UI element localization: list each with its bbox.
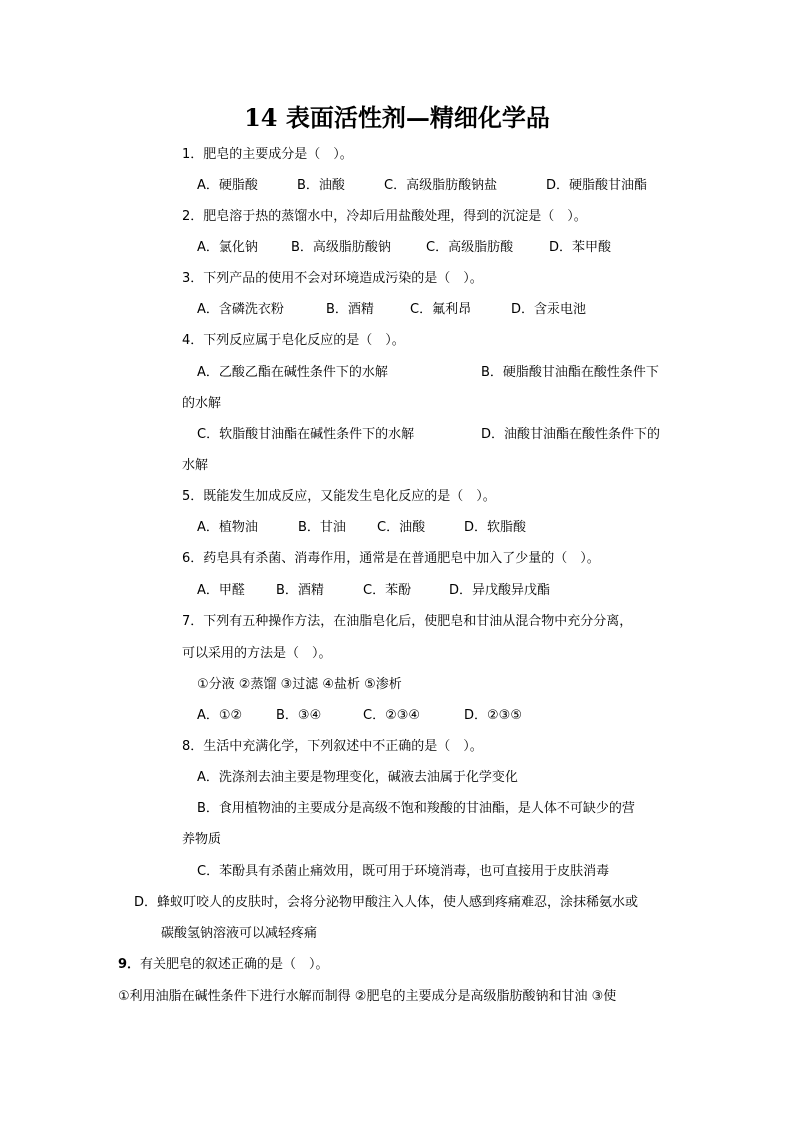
question-7-stem-continued: 可以采用的方法是（ ）。 (182, 646, 332, 661)
q6-option-b: B．酒精 (276, 583, 324, 598)
page-title: 14 表面活性剂—精细化学品 (244, 103, 550, 132)
q6-option-d: D．异戊酸异戊酯 (449, 583, 551, 598)
question-7-stem: 7．下列有五种操作方法，在油脂皂化后，使肥皂和甘油从混合物中充分分离， (182, 614, 633, 629)
q2-option-a: A．氯化钠 (197, 240, 258, 255)
q4-option-b: B．硬脂酸甘油酯在酸性条件下 (481, 365, 659, 380)
q3-option-a: A．含磷洗衣粉 (197, 302, 284, 317)
q8-option-d-continued: 碳酸氢钠溶液可以减轻疼痛 (161, 926, 318, 941)
q5-option-b: B．甘油 (298, 520, 346, 535)
q9-statements-line: ①利用油脂在碱性条件下进行水解而制得 ②肥皂的主要成分是高级脂肪酸钠和甘油 ③使 (118, 989, 617, 1004)
question-2-stem: 2．肥皂溶于热的蒸馏水中，冷却后用盐酸处理，得到的沉淀是（ ）。 (182, 209, 587, 224)
q5-option-d: D．软脂酸 (464, 520, 527, 535)
q4-option-a: A．乙酸乙酯在碱性条件下的水解 (197, 365, 388, 380)
question-3-stem: 3．下列产品的使用不会对环境造成污染的是（ ）。 (182, 271, 483, 286)
q8-option-b-continued: 养物质 (182, 832, 222, 847)
question-9-text: 有关肥皂的叙述正确的是（ ）。 (140, 957, 329, 972)
q4-option-b-continued: 的水解 (182, 396, 222, 411)
q8-option-d: D．蜂蚁叮咬人的皮肤时，会将分泌物甲酸注入人体，使人感到疼痛难忍，涂抹稀氨水或 (134, 895, 639, 910)
q1-option-c: C．高级脂肪酸钠盐 (384, 178, 498, 193)
q4-option-d: D．油酸甘油酯在酸性条件下的 (481, 427, 661, 442)
question-8-stem: 8．生活中充满化学，下列叙述中不正确的是（ ）。 (182, 739, 483, 754)
q2-option-d: D．苯甲酸 (549, 240, 612, 255)
q7-methods-list: ①分液 ②蒸馏 ③过滤 ④盐析 ⑤渗析 (197, 677, 402, 692)
q8-option-c: C．苯酚具有杀菌止痛效用，既可用于环境消毒，也可直接用于皮肤消毒 (197, 864, 610, 879)
q4-option-d-continued: 水解 (182, 458, 209, 473)
q1-option-b: B．油酸 (297, 178, 345, 193)
q3-option-c: C．氟利昂 (410, 302, 472, 317)
question-5-stem: 5．既能发生加成反应，又能发生皂化反应的是（ ）。 (182, 489, 496, 504)
question-6-stem: 6．药皂具有杀菌、消毒作用，通常是在普通肥皂中加入了少量的（ ）。 (182, 551, 600, 566)
q3-option-d: D．含汞电池 (511, 302, 587, 317)
q2-option-b: B．高级脂肪酸钠 (291, 240, 391, 255)
q7-option-c: C．②③④ (363, 708, 421, 723)
q3-option-b: B．酒精 (326, 302, 374, 317)
q7-option-b: B．③④ (276, 708, 322, 723)
q1-option-d: D．硬脂酸甘油酯 (546, 178, 648, 193)
q8-option-b: B．食用植物油的主要成分是高级不饱和羧酸的甘油酯，是人体不可缺少的营 (197, 801, 635, 816)
q5-option-a: A．植物油 (197, 520, 258, 535)
q5-option-c: C．油酸 (377, 520, 426, 535)
question-9-stem (118, 956, 329, 974)
q6-option-c: C．苯酚 (363, 583, 412, 598)
q8-option-a: A．洗涤剂去油主要是物理变化，碱液去油属于化学变化 (197, 770, 518, 785)
q1-option-a: A．硬脂酸 (197, 178, 258, 193)
question-1-stem: 1．肥皂的主要成分是（ ）。 (182, 147, 353, 162)
q4-option-c: C．软脂酸甘油酯在碱性条件下的水解 (197, 427, 415, 442)
q6-option-a: A．甲醛 (197, 583, 245, 598)
question-4-stem: 4．下列反应属于皂化反应的是（ ）。 (182, 333, 405, 348)
q2-option-c: C．高级脂肪酸 (426, 240, 514, 255)
q7-option-a: A．①② (197, 708, 243, 723)
q7-option-d: D．②③⑤ (464, 708, 522, 723)
question-9-number: 9． (118, 957, 141, 972)
